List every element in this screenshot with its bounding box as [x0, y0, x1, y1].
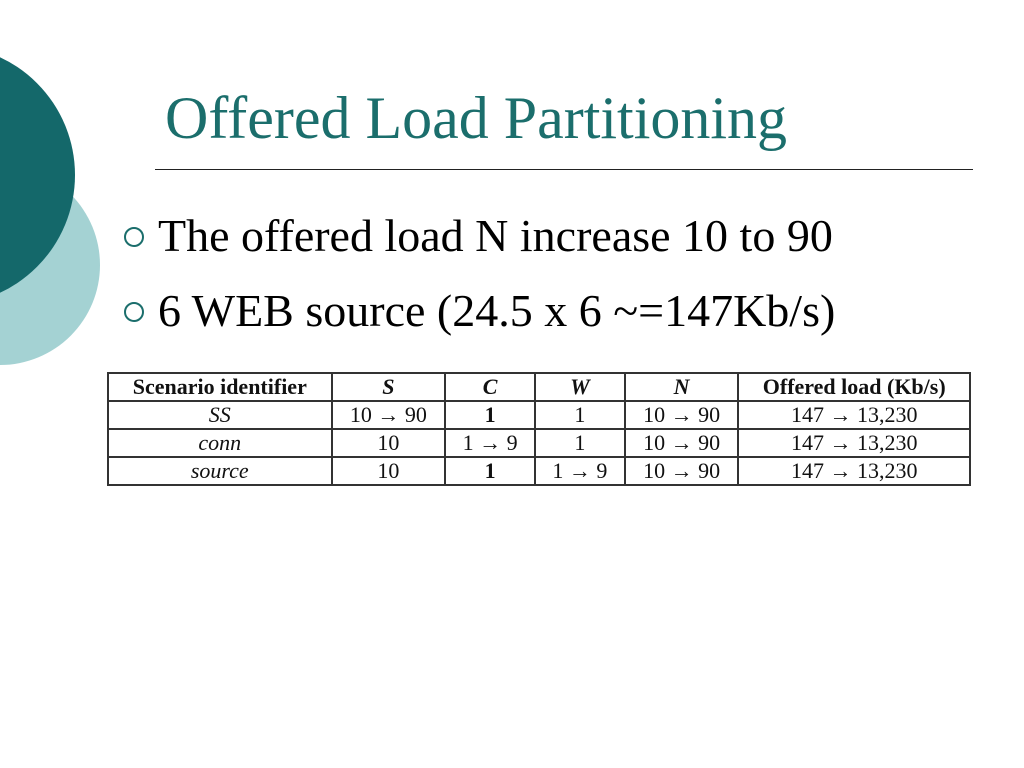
- table-cell: 147 → 13,230: [738, 429, 970, 457]
- table-row: [108, 457, 970, 485]
- table-cell: 1: [445, 401, 535, 429]
- table-cell: 10: [332, 429, 446, 457]
- table-cell: 10 → 90: [332, 401, 446, 429]
- header-scenario-identifier: Scenario identifier: [108, 373, 332, 401]
- table-cell: 1: [445, 457, 535, 485]
- table-row: [108, 401, 970, 429]
- bullet-text: 6 WEB source (24.5 x 6 ~=147Kb/s): [158, 285, 836, 336]
- hollow-circle-icon: [124, 227, 144, 247]
- table-cell: 1: [535, 429, 625, 457]
- slide-title: Offered Load Partitioning: [165, 85, 788, 151]
- table-header-row: [108, 373, 970, 401]
- table-cell: conn: [108, 429, 332, 457]
- table-cell: 10 → 90: [625, 429, 739, 457]
- table-row: [108, 429, 970, 457]
- header-s: S: [332, 373, 446, 401]
- table-cell: 10: [332, 457, 446, 485]
- header-w: W: [535, 373, 625, 401]
- scenario-table: [107, 372, 971, 486]
- bullet-list: [124, 206, 835, 356]
- table-cell: 10 → 90: [625, 457, 739, 485]
- table-cell: SS: [108, 401, 332, 429]
- header-c: C: [445, 373, 535, 401]
- table-cell: 1 → 9: [445, 429, 535, 457]
- table-cell: 10 → 90: [625, 401, 739, 429]
- table-cell: 1 → 9: [535, 457, 625, 485]
- table-cell: 147 → 13,230: [738, 401, 970, 429]
- bullet-text: The offered load N increase 10 to 90: [158, 210, 833, 261]
- title-underline: [155, 169, 973, 170]
- table-cell: source: [108, 457, 332, 485]
- bullet-item: [124, 281, 835, 356]
- bullet-item: [124, 206, 835, 281]
- decorative-circles: [0, 0, 140, 420]
- table-cell: 147 → 13,230: [738, 457, 970, 485]
- header-n: N: [625, 373, 739, 401]
- header-offered-load: Offered load (Kb/s): [738, 373, 970, 401]
- table-cell: 1: [535, 401, 625, 429]
- hollow-circle-icon: [124, 302, 144, 322]
